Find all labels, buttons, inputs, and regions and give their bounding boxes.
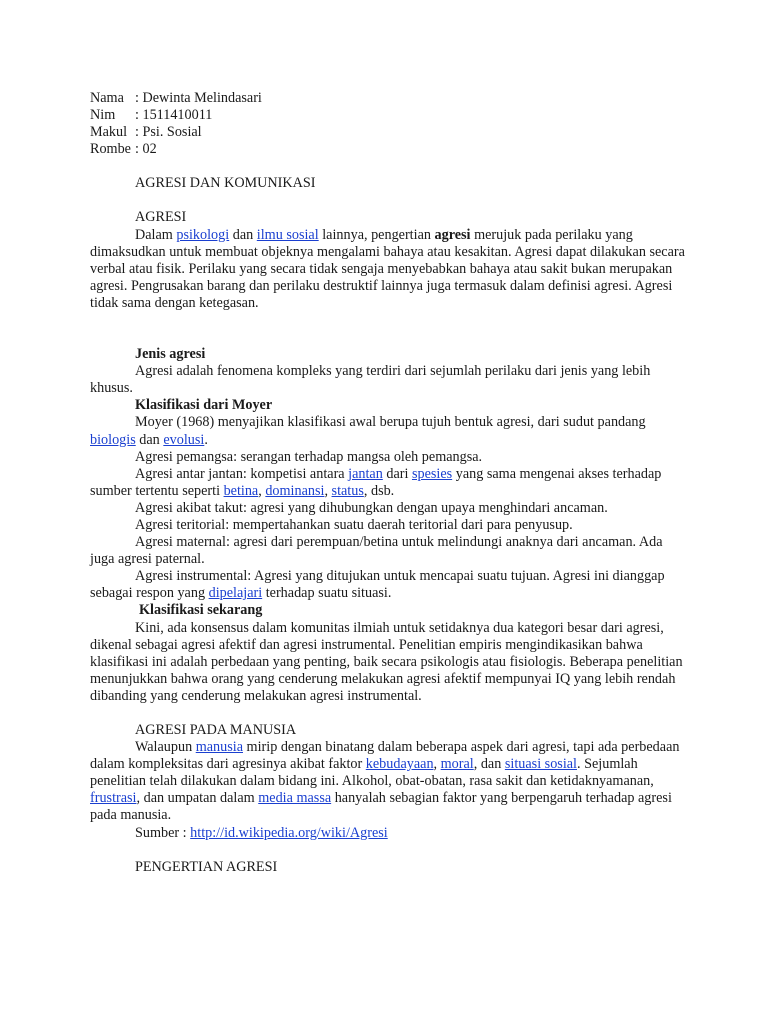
link-evolusi[interactable]: evolusi bbox=[163, 431, 205, 448]
document-body bbox=[90, 90, 690, 876]
section-heading-jenis-agresi: Jenis agresi bbox=[135, 346, 206, 363]
info-row-makul bbox=[90, 124, 690, 141]
info-row-nama bbox=[90, 90, 690, 107]
student-info bbox=[90, 90, 690, 158]
text-run: Moyer (1968) menyajikan klasifikasi awal berupa tujuh bentuk agresi, dari sudut pandang bbox=[135, 414, 646, 431]
text-run: , bbox=[324, 482, 332, 499]
link-dipelajari[interactable]: dipelajari bbox=[208, 585, 263, 602]
source-line bbox=[90, 825, 690, 842]
link-dominansi[interactable]: dominansi bbox=[265, 482, 325, 499]
bold-term-agresi: agresi bbox=[434, 226, 471, 243]
section-heading-klasifikasi-moyer: Klasifikasi dari Moyer bbox=[135, 397, 273, 414]
link-status[interactable]: status bbox=[331, 482, 364, 499]
source-label: Sumber : bbox=[135, 824, 191, 841]
text-run: . bbox=[204, 431, 208, 448]
text-run: , dan bbox=[473, 756, 505, 773]
text-run: , bbox=[433, 756, 441, 773]
paragraph-agresi-definition bbox=[90, 227, 690, 312]
spacer bbox=[90, 192, 690, 209]
paragraph-klasifikasi-sekarang: Kini, ada konsensus dalam komunitas ilmiah untuk setidaknya dua kategori besar dari agresi, dikenal sebagai agresi afektif dan agresi instrumental. Penelitian empiris mengindikasikan bahwa klasifikasi ini adalah perbedaan yang penting, baik secara psikologis atau fisiologis. Beberapa penelitian menunjukkan bahwa orang yang cenderung melakukan agresi afektif mempunyai IQ yang lebih rendah dibanding yang cenderung melakukan agresi instrumental. bbox=[90, 619, 683, 704]
list-item-agresi-akibat-takut: Agresi akibat takut: agresi yang dihubungkan dengan upaya menghindari ancaman. bbox=[135, 499, 608, 516]
paragraph-moyer-intro bbox=[90, 414, 690, 448]
document-title: AGRESI DAN KOMUNIKASI bbox=[135, 175, 316, 192]
text-run: hanyalah sebagian faktor yang berpengaruh terhadap agresi pada manusia. bbox=[90, 790, 672, 824]
info-value: : Dewinta Melindasari bbox=[135, 90, 262, 106]
text-run: Agresi antar jantan: kompetisi antara bbox=[135, 465, 349, 482]
link-betina[interactable]: betina bbox=[223, 482, 259, 499]
link-ilmu-sosial[interactable]: ilmu sosial bbox=[256, 226, 319, 243]
text-run: dan bbox=[229, 226, 257, 243]
info-value: : 02 bbox=[135, 141, 157, 158]
link-psikologi[interactable]: psikologi bbox=[176, 226, 230, 243]
spacer bbox=[90, 158, 690, 175]
list-item-agresi-pemangsa: Agresi pemangsa: serangan terhadap mangsa oleh pemangsa. bbox=[135, 448, 483, 465]
spacer bbox=[90, 329, 690, 346]
text-run: yang sama mengenai akses terhadap sumber tertentu seperti bbox=[90, 465, 662, 499]
spacer bbox=[90, 312, 690, 329]
list-item-agresi-antar-jantan bbox=[90, 466, 690, 500]
info-value: : 1511410011 bbox=[135, 107, 213, 124]
section-heading-pengertian-agresi: PENGERTIAN AGRESI bbox=[135, 858, 278, 875]
spacer bbox=[90, 842, 690, 859]
text-run: , bbox=[258, 482, 266, 499]
info-row-nim bbox=[90, 107, 690, 124]
paragraph-agresi-pada-manusia bbox=[90, 739, 690, 824]
text-run: Walaupun bbox=[135, 739, 196, 756]
text-run: terhadap suatu situasi. bbox=[262, 585, 392, 602]
link-jantan[interactable]: jantan bbox=[348, 465, 383, 482]
link-manusia[interactable]: manusia bbox=[195, 739, 243, 756]
link-frustrasi[interactable]: frustrasi bbox=[90, 790, 137, 807]
text-run: , dsb. bbox=[363, 482, 395, 499]
list-item-agresi-teritorial: Agresi teritorial: mempertahankan suatu daerah teritorial dari para penyusup. bbox=[135, 516, 573, 533]
info-row-rombe bbox=[90, 141, 690, 158]
link-spesies[interactable]: spesies bbox=[411, 465, 453, 482]
section-heading-agresi-pada-manusia: AGRESI PADA MANUSIA bbox=[135, 722, 297, 738]
text-run: Dalam bbox=[135, 226, 177, 243]
text-run: lainnya, pengertian bbox=[318, 226, 435, 243]
text-run: mirip dengan binatang dalam beberapa aspek dari agresi, tapi ada perbedaan dalam kompleksitas dari agresinya akibat faktor bbox=[90, 739, 680, 773]
section-heading-agresi: AGRESI bbox=[135, 209, 187, 226]
text-run: , dan umpatan dalam bbox=[136, 790, 259, 807]
text-run: dari bbox=[382, 465, 412, 482]
list-item-agresi-instrumental bbox=[90, 568, 690, 602]
spacer bbox=[90, 705, 690, 722]
info-key: Makul bbox=[90, 124, 128, 141]
link-kebudayaan[interactable]: kebudayaan bbox=[365, 756, 434, 773]
text-run: Agresi instrumental: Agresi yang ditujukan untuk mencapai suatu tujuan. Agresi ini dianggap sebagai respon yang bbox=[90, 568, 665, 602]
info-key: Nim bbox=[90, 107, 116, 124]
link-situasi-sosial[interactable]: situasi sosial bbox=[504, 756, 577, 773]
link-biologis[interactable]: biologis bbox=[90, 431, 136, 448]
section-heading-klasifikasi-sekarang: Klasifikasi sekarang bbox=[139, 602, 263, 619]
link-moral[interactable]: moral bbox=[440, 756, 474, 773]
text-run: merujuk pada perilaku yang dimaksudkan untuk membuat objeknya mengalami bahaya atau kesakitan. Agresi dapat dilakukan secara verbal atau fisik. Perilaku yang secara tidak sengaja menyebabkan bahaya atau sakit bukan merupakan agresi. Pengrusakan barang dan perilaku destruktif lainnya juga termasuk dalam definisi agresi. Agresi tidak sama dengan ketegasan. bbox=[90, 226, 685, 311]
list-item-agresi-maternal: Agresi maternal: agresi dari perempuan/betina untuk melindungi anaknya dari ancaman. Ada juga agresi paternal. bbox=[90, 534, 663, 568]
info-value: : Psi. Sosial bbox=[135, 124, 202, 141]
info-key: Rombe bbox=[90, 141, 131, 158]
text-run: dan bbox=[135, 431, 164, 448]
paragraph-jenis-agresi: Agresi adalah fenomena kompleks yang terdiri dari sejumlah perilaku dari jenis yang lebih khusus. bbox=[90, 363, 651, 397]
text-run: . Sejumlah penelitian telah dilakukan dalam bidang ini. Alkohol, obat-obatan, rasa sakit dan ketidaknyamanan, bbox=[90, 756, 654, 790]
link-media-massa[interactable]: media massa bbox=[258, 790, 332, 807]
source-link[interactable]: http://id.wikipedia.org/wiki/Agresi bbox=[190, 824, 388, 841]
info-key: Nama bbox=[90, 90, 124, 106]
